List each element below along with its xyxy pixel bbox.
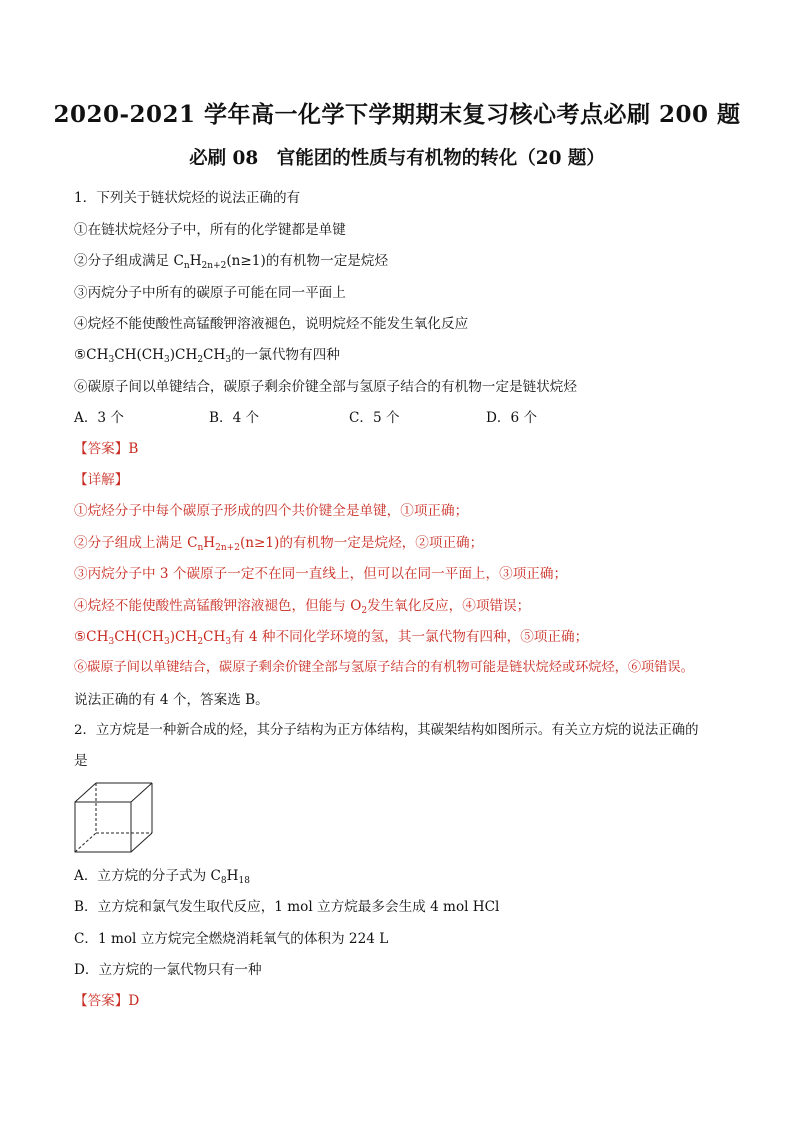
q1-detail-6: ⑥碳原子间以单键结合，碳原子剩余价键全部与氢原子结合的有机物可能是链状烷烃或环烷烃，⑥项错误。 [74, 660, 694, 675]
q1-stem: 1．下列关于链状烷烃的说法正确的有 [74, 190, 301, 206]
q2-option-a: A．立方烷的分子式为 $C_8H_{18}$ [74, 868, 250, 886]
cube-edge [131, 783, 152, 802]
q1-statement-5: $⑤CH_3CH(CH_3)CH_2CH_3$的一氯代物有四种 [74, 347, 340, 365]
q1-statement-4: ④烷烃不能使酸性高锰酸钾溶液褪色，说明烷烃不能发生氧化反应 [74, 316, 469, 332]
cube-edge [131, 833, 152, 852]
q1-options [74, 408, 714, 428]
q2-option-d: D．立方烷的一氯代物只有一种 [74, 962, 262, 978]
q2-option-c: C．1 mol 立方烷完全燃烧消耗氧气的体积为 224 L [74, 931, 389, 947]
q1-statement-3: ③丙烷分子中所有的碳原子可能在同一平面上 [74, 285, 346, 301]
answer-label: 【答案】 [74, 441, 129, 457]
answer-value: B [128, 441, 139, 457]
q1-statement-2: ②分子组成满足 $C_nH_{2n+2}(n\ge 1)$的有机物一定是烷烃 [74, 253, 389, 271]
q1-answer [74, 439, 138, 459]
cubane-cube-diagram [74, 782, 154, 854]
q1-detail-4: ④烷烃不能使酸性高锰酸钾溶液褪色，但能与 $O_2$发生氧化反应，④项错误； [74, 598, 531, 616]
q1-option-c: C．5 个 [349, 410, 400, 426]
q1-detail-label: 【详解】 [74, 472, 129, 488]
q1-option-b: B．4 个 [209, 410, 260, 426]
q1-option-a: A．3 个 [74, 410, 124, 426]
q2-answer [74, 991, 139, 1011]
q2-stem-line2: 是 [74, 753, 88, 769]
q1-option-d: D．6 个 [486, 410, 538, 426]
q1-statement-1: ①在链状烷烃分子中，所有的化学键都是单键 [74, 222, 346, 238]
q2-stem-line1: 2．立方烷是一种新合成的烃，其分子结构为正方体结构，其碳架结构如图所示。有关立方烷的说法正确的 [74, 723, 699, 738]
answer-value: D [128, 993, 140, 1009]
section-subtitle: 必刷 08 官能团的性质与有机物的转化（20 题） [189, 148, 605, 169]
q1-detail-3: ③丙烷分子中 3 个碳原子一定不在同一直线上，但可以在同一平面上，③项正确； [74, 566, 568, 582]
q1-detail-1: ①烷烃分子中每个碳原子形成的四个共价键全是单键，①项正确； [74, 503, 469, 519]
q1-statement-6: ⑥碳原子间以单键结合，碳原子剩余价键全部与氢原子结合的有机物一定是链状烷烃 [74, 379, 577, 395]
answer-label: 【答案】 [74, 993, 129, 1009]
q2-option-b: B．立方烷和氯气发生取代反应，1 mol 立方烷最多会生成 4 mol HCl [74, 899, 500, 915]
q1-detail-5: $⑤CH_3CH(CH_3)CH_2CH_3$有 4 种不同化学环境的氢，其一氯代物有四种，⑤项正确； [74, 629, 589, 647]
q1-detail-2: ②分子组成上满足 $C_nH_{2n+2}(n\ge 1)$的有机物一定是烷烃，②项正确； [74, 535, 484, 553]
cube-edge [75, 783, 96, 802]
document-title: 2020-2021 学年高一化学下学期期末复习核心考点必刷 200 题 [53, 101, 741, 128]
q1-conclusion: 说法正确的有 4 个，答案选 B。 [74, 692, 269, 708]
